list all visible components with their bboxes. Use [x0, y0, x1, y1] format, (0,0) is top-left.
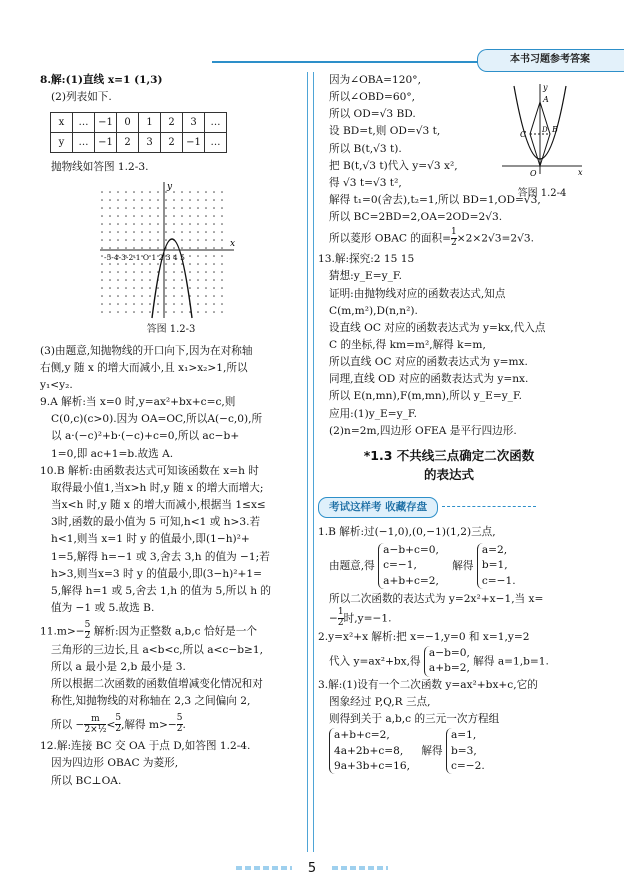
- section-title-line: 的表达式: [423, 467, 474, 483]
- q10-line: h<1,则当 x=1 时 y 的值最小,即(1−h)²+: [51, 533, 250, 546]
- q13-line: 所以 E(n,mn),F(m,mn),所以 y_E=y_F.: [329, 390, 523, 403]
- section-title-line: *1.3 不共线三点确定二次函数: [363, 447, 535, 463]
- s2-part: 代入 y=ax²+bx,得: [329, 655, 421, 668]
- q13-line: 应用:(1)y_E=y_F.: [329, 407, 418, 420]
- section-banner: 考试这样考 收藏存盘: [318, 497, 438, 518]
- q10-line: 取得最小值1,当x>h 时,y 随 x 的增大而增大;: [51, 481, 264, 494]
- q11-line: 所以根据二次函数的函数值增减变化情况和对: [51, 678, 263, 691]
- table-cell: −1: [95, 133, 117, 153]
- table-cell: …: [73, 113, 95, 133]
- table-cell: 2: [117, 133, 139, 153]
- q13-line: 设直线 OC 对应的函数表达式为 y=kx,代入点: [329, 321, 546, 334]
- q13-line: C 的坐标,得 km=m²,解得 k=m,: [329, 338, 486, 351]
- table-cell: −1: [95, 113, 117, 133]
- page-number: 5: [307, 861, 317, 876]
- q10-line: 值为 −1 或 5.故选 B.: [51, 602, 155, 614]
- q8-line: 抛物线如答图 1.2-3.: [51, 161, 149, 174]
- fraction-den: 2: [176, 723, 183, 734]
- axis-label-x: x: [230, 239, 236, 250]
- q11-part: ,解得 m>−: [121, 718, 177, 731]
- table-cell: −1: [183, 133, 205, 153]
- q12-line: 所以 B(t,√3 t).: [329, 142, 402, 155]
- equation: a+b+c=2,: [383, 574, 439, 587]
- q11-part: 所以 −: [51, 718, 85, 731]
- equation: a+b=2,: [428, 662, 470, 675]
- table-cell: 2: [161, 133, 183, 153]
- q12-line: 因为四边形 OBAC 为菱形,: [51, 757, 179, 770]
- left-column: [40, 72, 302, 790]
- column-divider: [307, 72, 314, 852]
- table-row-x: [51, 113, 227, 133]
- q11-line: 三角形的三边长,且 a<b<c,所以 a<c−b≥1,: [51, 643, 263, 656]
- q10-line: h>3,则当x=3 时 y 的值最小,即(3−h)²+1=: [51, 567, 263, 580]
- s3-line: 则得到关于 a,b,c 的三元一次方程组: [329, 713, 500, 726]
- value-table: [50, 112, 227, 153]
- s1-part: 由题意,得: [329, 559, 375, 572]
- q10-line: 5,解得 h=1 或 5,舍去 1,h 的值为 5,所以 h 的: [51, 584, 271, 597]
- s2-line: 2.y=x²+x 解析:把 x=−1,y=0 和 x=1,y=2: [318, 630, 530, 643]
- fraction-den: 2×½: [84, 724, 107, 735]
- label-b: B: [552, 125, 558, 134]
- fraction-num: m: [84, 714, 106, 725]
- equation: b=3,: [450, 744, 477, 757]
- q13-line: C(m,m²),D(n,n²).: [329, 304, 418, 317]
- q9-line: 1=0,即 ac+1=b.故选 A.: [51, 447, 174, 460]
- s1-part: −: [329, 612, 338, 625]
- q11-line: 所以 a 最小是 2,b 最小是 3.: [51, 661, 186, 674]
- q12-line: 因为∠OBA=120°,: [329, 74, 421, 86]
- table-cell: 1: [139, 113, 161, 133]
- q8-line: 右侧,y 随 x 的增大而减小,且 x₁>x₂>1,所以: [40, 361, 248, 374]
- table-cell: 2: [161, 113, 183, 133]
- q12-line: 所以 BC=2BD=2,OA=2OD=2√3.: [329, 211, 503, 224]
- q9-line: 9.A 解析:当 x=0 时,y=ax²+bx+c=c,则: [40, 396, 236, 409]
- s1-line: 所以二次函数的表达式为 y=2x²+x−1,当 x=: [329, 592, 544, 605]
- banner-row: [318, 491, 580, 524]
- q13-line: 13.解:探究:2 15 15: [318, 253, 415, 266]
- q12-line: 把 B(t,√3 t)代入 y=√3 x²,: [329, 159, 458, 172]
- q8-line: 8.解:(1)直线 x=1 (1,3): [40, 74, 163, 86]
- equation-system: [378, 543, 439, 589]
- q12-line: 得 √3 t=√3 t²,: [329, 176, 402, 189]
- fraction-den: 2: [84, 631, 91, 642]
- graph-svg: [98, 180, 238, 320]
- figure-caption: 答图 1.2-4: [517, 188, 567, 200]
- s1-part: 解得: [452, 559, 474, 572]
- q12-line: 12.解:连接 BC 交 OA 于点 D,如答图 1.2-4.: [40, 740, 251, 753]
- fraction: [84, 714, 106, 736]
- section-title: [318, 446, 580, 485]
- q12-line: 所以∠OBD=60°,: [329, 91, 416, 104]
- q8-line: y₁<y₂.: [40, 378, 73, 391]
- axis-label-y: y: [167, 182, 173, 193]
- s3-part: 解得: [421, 745, 443, 758]
- q13-line: 猜想:y_E=y_F.: [329, 270, 402, 283]
- equation: a−b+c=0,: [383, 543, 439, 556]
- q12-line: 解得 t₁=0(舍去),t₂=1,所以 BD=1,OD=√3,: [329, 194, 541, 207]
- equation-system: [477, 543, 516, 589]
- label-c: C: [520, 130, 527, 139]
- equation-system: [329, 728, 410, 774]
- q11-line: 称性,知抛物线的对称轴在 2,3 之间偏向 2,: [51, 695, 251, 708]
- s1-part: 时,y=−1.: [343, 612, 392, 625]
- q10-line: 当x<h 时,y 随 x 的增大而减小,根据当 1≤x≤: [51, 499, 266, 512]
- q13-line: 同理,直线 OD 对应的函数表达式为 y=nx.: [329, 373, 529, 386]
- label-x: x: [578, 168, 583, 177]
- q8-line: (3)由题意,知抛物线的开口向下,因为在对称轴: [40, 344, 253, 357]
- fraction-num: 1: [337, 607, 344, 618]
- q13-line: (2)n=2m,四边形 OFEA 是平行四边形.: [329, 424, 517, 437]
- equation: b=1,: [481, 559, 508, 572]
- q9-line: 以 a·(−c)²+b·(−c)+c=0,所以 ac−b+: [51, 430, 240, 443]
- equation: a−b=0,: [428, 646, 470, 659]
- q13-line: 证明:由抛物线对应的函数表达式,知点: [329, 287, 506, 300]
- q13-line: 所以直线 OC 对应的函数表达式为 y=mx.: [329, 356, 528, 369]
- table-cell: …: [73, 133, 95, 153]
- table-cell: 0: [117, 113, 139, 133]
- table-cell: y: [51, 133, 73, 153]
- fraction-num: 5: [84, 620, 91, 631]
- label-o: O: [530, 169, 537, 178]
- s3-line: 3.解:(1)设有一个二次函数 y=ax²+bx+c,它的: [318, 678, 538, 691]
- header-title: 本书习题参考答案: [510, 54, 590, 65]
- q11-head: 11.m>−: [40, 625, 85, 638]
- q10-line: 10.B 解析:由函数表达式可知该函数在 x=h 时: [40, 464, 259, 477]
- q12-part: 所以菱形 OBAC 的面积=: [329, 232, 451, 245]
- q11-line: [40, 714, 302, 736]
- s2-part: 解得 a=1,b=1.: [473, 655, 549, 668]
- rhombus-svg: [500, 82, 584, 178]
- q12-line: 所以 OD=√3 BD.: [329, 108, 416, 121]
- banner-rule: [442, 506, 536, 508]
- s3-line: 图象经过 P,Q,R 三点,: [329, 695, 431, 708]
- fraction-den: 2: [337, 617, 344, 628]
- equation: a+b+c=2,: [334, 729, 390, 742]
- q11-tail: 解析:因为正整数 a,b,c 恰好是一个: [90, 625, 257, 638]
- equation: c=−1.: [481, 574, 516, 587]
- right-column: [318, 72, 583, 774]
- q11-line: [40, 621, 302, 642]
- equation: a=2,: [481, 543, 508, 556]
- table-cell: …: [205, 113, 227, 133]
- parabola-graph-1-2-3: [98, 180, 238, 320]
- equation: c=−2.: [450, 759, 485, 772]
- fraction-num: 5: [176, 713, 183, 724]
- s1-line: [318, 608, 580, 629]
- q12-line: [318, 228, 580, 249]
- fraction-num: 1: [451, 227, 457, 238]
- table-cell: …: [205, 133, 227, 153]
- q11-part: .: [182, 718, 186, 731]
- figure-caption: 答图 1.2-3: [146, 324, 196, 336]
- s2-system: [318, 646, 580, 677]
- q10-line: 3时,函数的最小值为 5 可知,h<1 或 h>3.若: [51, 516, 261, 529]
- label-a: A: [543, 95, 549, 104]
- table-cell: 3: [139, 133, 161, 153]
- equation: c=−1,: [383, 559, 417, 572]
- q12-part: ×2×2√3=2√3.: [456, 232, 534, 245]
- footer-decoration-right: [332, 866, 388, 870]
- q12-line: 设 BD=t,则 OD=√3 t,: [329, 125, 441, 138]
- equation: 9a+3b+c=16,: [334, 759, 410, 772]
- label-y: y: [543, 83, 548, 92]
- rhombus-figure-1-2-4: [500, 82, 584, 200]
- table-cell: x: [51, 113, 73, 133]
- table-row-y: [51, 133, 227, 153]
- fraction-den: 2: [451, 238, 457, 249]
- q11-part: <: [106, 718, 116, 731]
- tick-labels: -5-4-3-2-1 O 1 2 3 4 5: [104, 253, 185, 263]
- equation: a=1,: [450, 729, 477, 742]
- equation: 4a+2b+c=8,: [334, 744, 404, 757]
- q10-line: 1=5,解得 h=−1 或 3,舍去 3,h 的值为 −1;若: [51, 550, 270, 563]
- q9-line: C(0,c)(c>0).因为 OA=OC,所以A(−c,0),所: [51, 413, 263, 426]
- s3-system: [318, 728, 580, 774]
- fraction-den: 2: [115, 723, 122, 734]
- s1-system: [318, 543, 580, 589]
- label-d: D: [542, 126, 548, 134]
- s1-line: 1.B 解析:过(−1,0),(0,−1)(1,2)三点,: [318, 525, 496, 538]
- equation-system: [424, 646, 470, 677]
- table-cell: 3: [183, 113, 205, 133]
- q12-line: 所以 BC⊥OA.: [51, 774, 122, 787]
- equation-system: [446, 728, 485, 774]
- fraction-num: 5: [115, 713, 122, 724]
- q8-line: (2)列表如下.: [51, 91, 112, 104]
